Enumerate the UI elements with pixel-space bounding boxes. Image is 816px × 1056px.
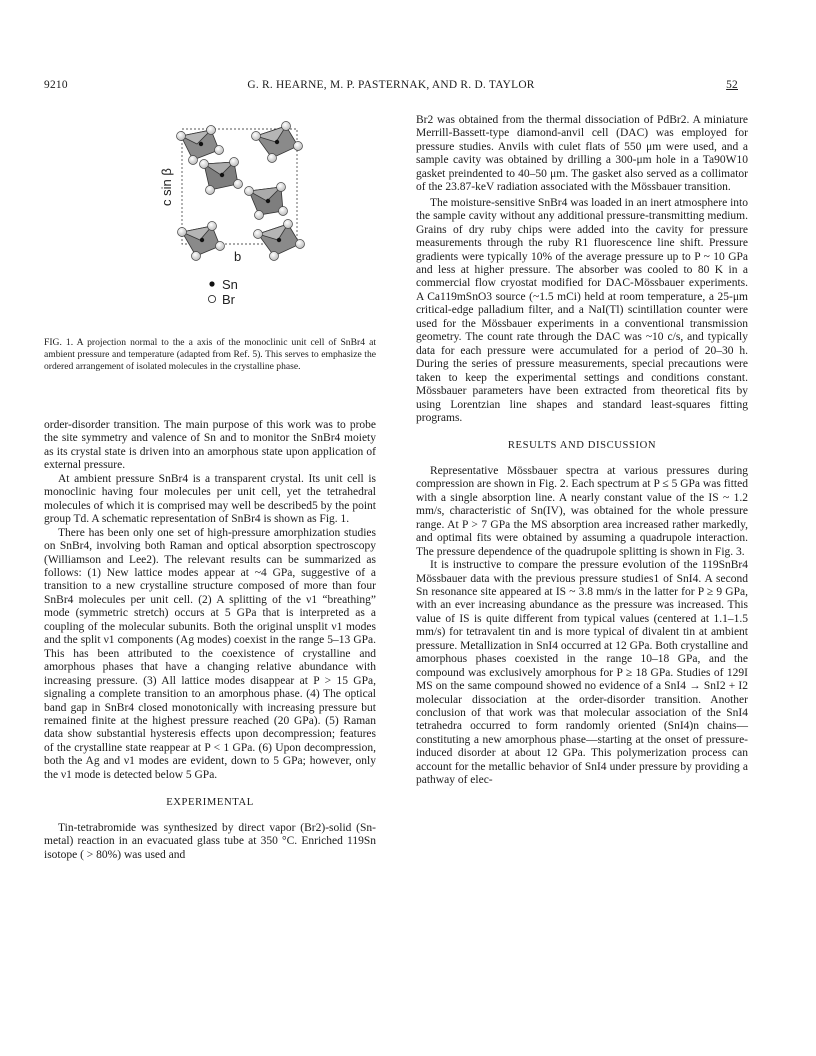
- running-header: [44, 79, 738, 99]
- legend-sn-label: Sn: [222, 277, 238, 292]
- figure-1-caption: FIG. 1. A projection normal to the a axis of the monoclinic unit cell of SnBr4 at ambient pressure and temperature (adapted from Ref. 5). This serves to emphasize the ordered arrangement of isolated molecules in the crystalline phase.: [44, 337, 376, 372]
- left-paragraph-1: order-disorder transition. The main purpose of this work was to probe the site symmetry and valence of Sn and to monitor the SnBr4 moiety as its crystal state is driven into an amorphous state upon application of external pressure.: [44, 419, 376, 472]
- br-legend-icon: [208, 295, 215, 302]
- tetrahedron-top-left: [177, 126, 224, 165]
- sn-legend-icon: [209, 281, 214, 286]
- page-number: 9210: [44, 79, 68, 91]
- axis-label-b: b: [234, 249, 242, 264]
- left-paragraph-3: There has been only one set of high-pressure amorphization studies on SnBr4, involving both Raman and optical absorption spectroscopy (Williamson and Lee2). The relevant results can be summarized as follows: (1) New lattice modes appear at ~4 GPa, suggestive of a transition to a new crystalline structure composed of more than four SnBr4 molecules per unit cell. (2) A splitting of the ν1 “breathing” mode (symmetric stretch) occurs at 5 GPa that is interpreted as a coupling of the molecular subunits. Both the original unsplit ν1 modes and the split ν1 components (Ag modes) coexist in the range 5–13 GPa. This has been attributed to the coexistence of crystalline and amorphous phases that have a changing relative abundance with increasing pressure. (3) All lattice modes disappear at P > 15 GPa, signaling a complete transition to an amorphous phase. (4) The optical band gap in SnBr4 closed monotonically with increasing pressure but remained finite at the highest pressure reached (20 GPa). (5) Raman data show substantial hysteresis effects upon decompression; features of the crystalline state reappear at P < 1 GPa. (6) Upon decompression, both the Ag and ν1 modes are evident, down to 5 GPa; however, only the ν1 mode is detected below 5 GPa.: [44, 526, 376, 781]
- right-paragraph-1: Br2 was obtained from the thermal dissociation of PdBr2. A miniature Merrill-Bassett-type diamond-anvil cell (DAC) was employed for pressure studies. Anvils with culet flats of 550 μm were used, and a sample cavity was obtained by drilling a 300-μm hole in a Ta90W10 gasket preindented to 40–50 μm. The gasket also served as a collimator of the 23.87-keV radiation associated with the Mössbauer transition.: [416, 114, 748, 194]
- legend-br-label: Br: [222, 292, 235, 307]
- figure-1: [44, 114, 376, 337]
- tetrahedron-center-left: [200, 158, 243, 195]
- left-column: [44, 114, 376, 862]
- tetrahedron-bottom-right: [254, 220, 305, 261]
- left-paragraph-4: Tin-tetrabromide was synthesized by direct vapor (Br2)-solid (Sn-metal) reaction in an evacuated glass tube at 350 °C. Enriched 119Sn isotope ( > 80%) was used and: [44, 821, 376, 861]
- tetrahedron-top-right: [252, 122, 303, 163]
- author-line: G. R. HEARNE, M. P. PASTERNAK, AND R. D. TAYLOR: [247, 79, 535, 91]
- right-paragraph-2: The moisture-sensitive SnBr4 was loaded in an inert atmosphere into the sample cavity without any additional pressure-transmitting medium. Grains of dry ruby chips were added into the cavity for pressure measurements through the ruby R1 fluorescence line shift. Pressure gradients were typically 10% of the average pressure up to P ~ 10 GPa and less at higher pressure. The absorber was cooled to 80 K in a commercial flow cryostat modified for DAC-Mössbauer experiments. A Ca119mSnO3 source (~1.5 mCi) held at room temperature, a 25-μm critical-edge palladium filter, and a NaI(Tl) scintillation counter were used for the Mössbauer experiments in a conventional transmission geometry. The count rate through the DAC was ~10 c/s, and typically data for each pressure were accumulated for a period of 20–30 h. During the series of pressure measurements, special precautions were taken to keep the experimental settings and conditions constant. Mössbauer parameters have been extracted from theoretical fits by using Lorentzian line shapes and standard least-squares fitting programs.: [416, 196, 748, 424]
- results-heading: RESULTS AND DISCUSSION: [507, 440, 657, 452]
- tetrahedron-bottom-left: [178, 222, 225, 261]
- tetrahedron-center-right: [245, 183, 288, 220]
- right-column: [416, 114, 748, 788]
- right-paragraph-4: It is instructive to compare the pressure evolution of the 119SnBr4 Mössbauer data with the previous pressure studies1 of SnI4. A second Sn resonance site appeared at IS ~ 3.8 mm/s in the latter for P ≥ 9 GPa, with an ever increasing abundance as the pressure was increased. This value of IS is quite different from typical values (centered at 1.1–1.5 mm/s) for tetravalent tin and is more typical of divalent tin at ambient pressure. Metallization in SnI4 occurred at 12 GPa. Both crystalline and amorphous phases coexisted in the range 10–18 GPa, and the compound was exclusively amorphous for P ≥ 18 GPa. Studies of 129I MS on the same compound showed no evidence of a SnI4 → SnI2 + I2 molecular dissociation at the order-disorder transition. Another conclusion of that work was that molecular association of the SnI4 tetrahedra occurred to form randomly oriented (SnI4)n chains—constituting a new amorphous phase—starting at the onset of pressure-induced disorder at about 12 GPa. This polymerization process can account for the metallic behavior of SnI4 under pressure by providing a pathway of elec-: [416, 559, 748, 787]
- volume-number: 52: [726, 79, 738, 91]
- right-paragraph-3: Representative Mössbauer spectra at various pressures during compression are shown in Fig. 2. Each spectrum at P ≤ 5 GPa was fitted with a single absorption line. A nearly constant value of the IS ~ 1.2 mm/s, characteristic of Sn(IV), was obtained for the whole pressure range. At P > 7 GPa the MS absorption area increased rather markedly, and optimal fits were obtained by assuming a quadrupole interaction. The pressure dependence of the quadrupole splitting is shown in Fig. 3.: [416, 464, 748, 558]
- axis-label-c-sin-beta: c sin β: [159, 168, 174, 206]
- experimental-heading: EXPERIMENTAL: [166, 797, 254, 809]
- left-paragraph-2: At ambient pressure SnBr4 is a transparent crystal. Its unit cell is monoclinic having four molecules per unit cell, yet the tetrahedral molecules of which it is comprised may well be described5 by the point group Td. A schematic representation of SnBr4 is shown as Fig. 1.: [44, 472, 376, 526]
- unit-cell-diagram: [44, 114, 376, 337]
